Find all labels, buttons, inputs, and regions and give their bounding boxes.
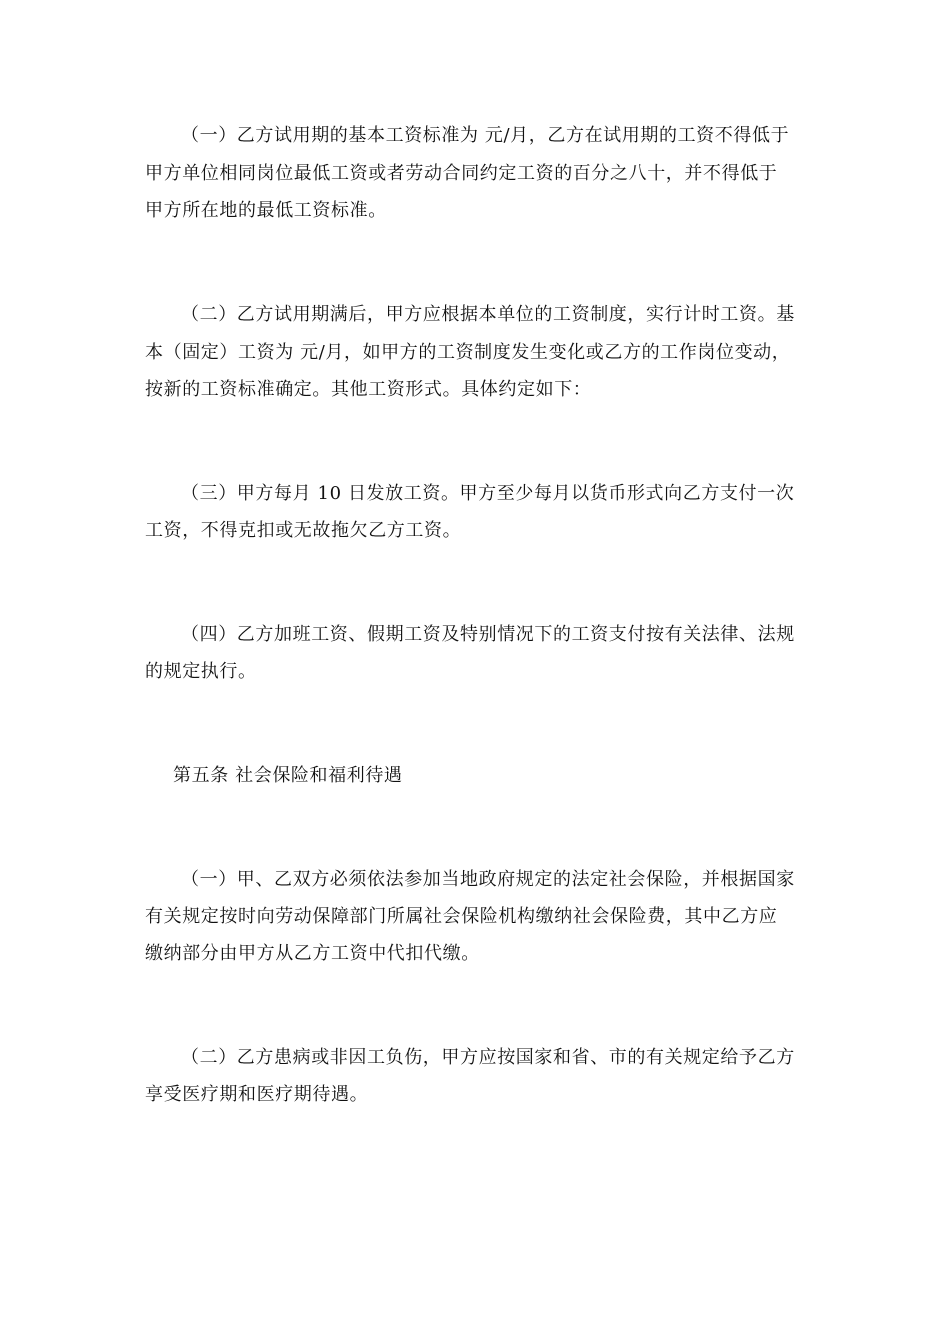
paragraph-line: （一）甲、乙双方必须依法参加当地政府规定的法定社会保险，并根据国家 <box>181 869 795 890</box>
paragraph-line: （三）甲方每月 10 日发放工资。甲方至少每月以货币形式向乙方支付一次 <box>181 483 795 504</box>
paragraph-line: （一）乙方试用期的基本工资标准为 元/月，乙方在试用期的工资不得低于 <box>181 125 790 146</box>
paragraph-line: 有关规定按时向劳动保障部门所属社会保险机构缴纳社会保险费，其中乙方应 <box>145 906 778 927</box>
paragraph-line: 本（固定）工资为 元/月，如甲方的工资制度发生变化或乙方的工作岗位变动， <box>145 342 791 363</box>
paragraph-line: 按新的工资标准确定。其他工资形式。具体约定如下： <box>145 379 592 400</box>
section-heading: 第五条 社会保险和福利待遇 <box>173 765 403 786</box>
paragraph-line: 缴纳部分由甲方从乙方工资中代扣代缴。 <box>145 943 480 964</box>
paragraph-line: 甲方所在地的最低工资标准。 <box>145 200 387 221</box>
paragraph-line: （二）乙方试用期满后，甲方应根据本单位的工资制度，实行计时工资。基 <box>181 304 795 325</box>
paragraph-line: 甲方单位相同岗位最低工资或者劳动合同约定工资的百分之八十，并不得低于 <box>145 163 778 184</box>
paragraph-line: 工资，不得克扣或无故拖欠乙方工资。 <box>145 520 462 541</box>
paragraph-line: （二）乙方患病或非因工负伤，甲方应按国家和省、市的有关规定给予乙方 <box>181 1047 795 1068</box>
paragraph-line: 的规定执行。 <box>145 661 257 682</box>
paragraph-line: （四）乙方加班工资、假期工资及特别情况下的工资支付按有关法律、法规 <box>181 624 795 645</box>
paragraph-line: 享受医疗期和医疗期待遇。 <box>145 1084 369 1105</box>
